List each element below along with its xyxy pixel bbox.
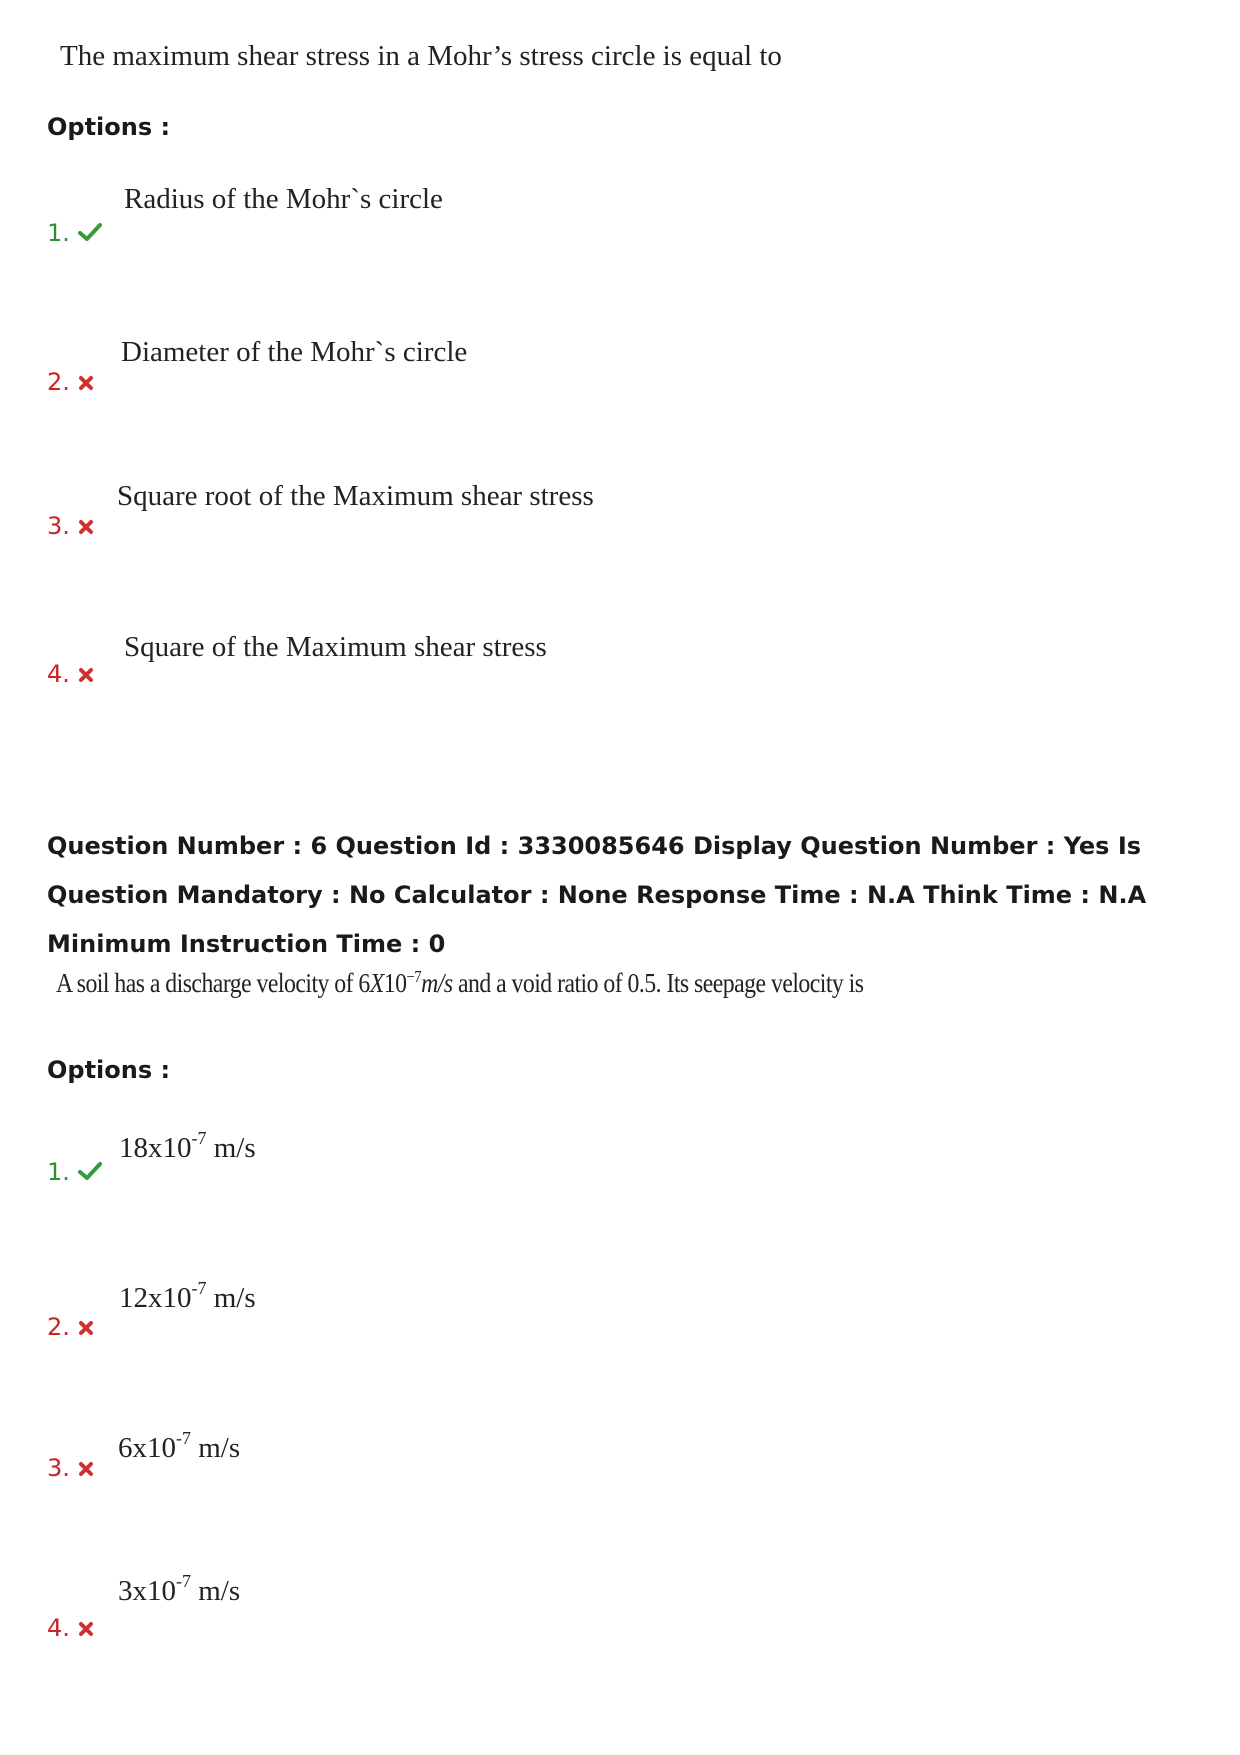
cross-icon <box>78 1314 94 1342</box>
option-number: 2. <box>47 368 94 397</box>
question-metadata: Question Number : 6 Question Id : 3330085646 Display Question Number : Yes Is Question Mandatory : No Calculator : None Response Time : N.A Think Time : N.A Minimum Instruction Time : 0 <box>47 832 1147 958</box>
option-text: Diameter of the Mohr`s circle <box>121 336 468 368</box>
cross-icon <box>78 661 94 689</box>
options-label: Options : <box>47 113 171 141</box>
option-number: 2. <box>47 1313 94 1342</box>
cross-icon <box>78 369 94 397</box>
option-text: $18x10^{-7}$ m/s <box>119 1128 256 1164</box>
option-number: 4. <box>47 660 94 689</box>
question-text: The maximum shear stress in a Mohr’s stress circle is equal to <box>60 40 782 72</box>
option-text: $6x10^{-7}$ m/s <box>118 1428 241 1464</box>
option-number: 1. <box>47 1158 102 1187</box>
option-text: $12x10^{-7}$ m/s <box>119 1278 256 1314</box>
option-text: Square root of the Maximum shear stress <box>117 480 594 512</box>
option-text: $3x10^{-7}$ m/s <box>118 1571 241 1607</box>
cross-icon <box>78 1455 94 1483</box>
option-number: 3. <box>47 512 94 541</box>
question-text: A soil has a discharge velocity of $6X10^{-7}m/s$ and a void ratio of 0.5. Its seepage velocity is <box>56 967 864 998</box>
cross-icon <box>78 1615 94 1643</box>
cross-icon <box>78 513 94 541</box>
option-text: Radius of the Mohr`s circle <box>124 183 443 215</box>
option-number: 1. <box>47 219 102 248</box>
option-number: 3. <box>47 1454 94 1483</box>
check-icon <box>78 1159 102 1187</box>
options-label: Options : <box>47 1056 171 1084</box>
option-number: 4. <box>47 1614 94 1643</box>
option-text: Square of the Maximum shear stress <box>124 631 547 663</box>
check-icon <box>78 220 102 248</box>
